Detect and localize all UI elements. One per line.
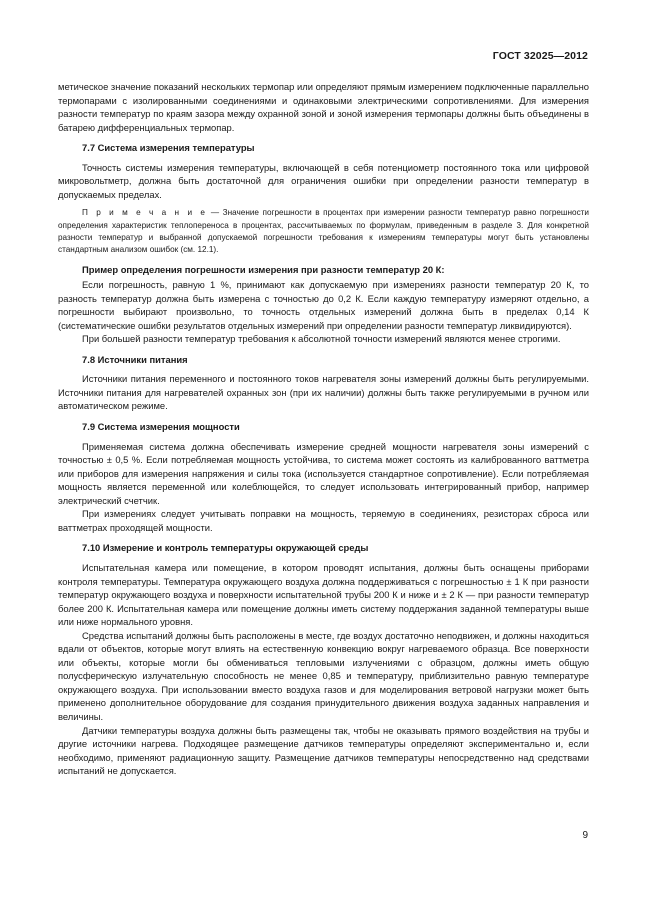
paragraph-larger-difference: При большей разности температур требования к абсолютной точности измерений являются менее строгими.	[82, 333, 561, 345]
paragraph-power-sources: Источники питания переменного и постоянного токов нагревателя зоны измерений должны быть регулируемыми. Источники питания для нагревателей охранных зон (при их наличии) должны быть также регулируемыми в ручном или автоматическом режиме.	[58, 373, 589, 412]
example-heading: Пример определения погрешности измерения при разности температур 20 К:	[82, 263, 445, 275]
section-heading-7-9: 7.9 Система измерения мощности	[82, 421, 240, 433]
paragraph-example: Если погрешность, равную 1 %, принимают как допускаемую при измерениях разности температур 20 К, то разность температур должна быть измерена с точностью до 0,2 К. Если каждую температуру измеряют отдельно, а погрешности выбирают произвольно, то точность отдельных измерений должна быть в пределах 0,14 К (систематические ошибки результатов отдельных измерений при определении разности температур ликвидируются).	[58, 279, 589, 331]
paragraph-power-system: Применяемая система должна обеспечивать измерение средней мощности нагревателя зоны измерений с точностью ± 0,5 %. Если потребляемая мощность устойчива, то система может состоять из калиброванного ваттметра или приборов для измерения напряжения и силы тока (используется стандартное сопротивление). Если потребляемая мощность является переменной или колеблющейся, то следует использовать интегрированный прибор, например электрический счетчик.	[58, 440, 589, 506]
paragraph-accuracy: Точность системы измерения температуры, включающей в себя потенциометр постоянного тока или цифровой микровольтметр, должна быть достаточной для ограничения ошибки при определении разности температур в допускаемых пределах.	[58, 161, 589, 200]
paragraph-test-chamber: Испытательная камера или помещение, в котором проводят испытания, должны быть оснащены приборами контроля температуры. Температура окружающего воздуха должна поддерживаться с погрешностью ± 1 К при разности температур окружающего воздуха и поверхности испытательной трубы 200 К и ниже и ± 2 К — при разности температур более 200 К. Испытательная камера или помещение должны иметь систему поддержания заданной температуры выше или ниже нормального уровня.	[58, 561, 589, 628]
page-body	[58, 80, 589, 778]
section-heading-7-10: 7.10 Измерение и контроль температуры окружающей среды	[82, 542, 369, 554]
note	[58, 207, 589, 256]
paragraph-continuation: метическое значение показаний нескольких термопар или определяют прямым измерением подключенные параллельно термопарами с изолированными соединениями и одинаковыми электрическими сопротивлениями. Для измерения разности температур по краям зазора между охранной зоной и зоной измерения термопары должны быть объединены в батарею дифференциальных термопар.	[58, 81, 589, 133]
paragraph-test-equipment: Средства испытаний должны быть расположены в месте, где воздух достаточно неподвижен, и должны находиться вдали от объектов, которые могут влиять на естественную конвекцию вокруг нагреваемого образца. Все поверхности или объекты, которые могли бы обмениваться тепловыми излучениями с образцом, должны иметь общую полусферическую излучательную способность не менее 0,85 и температуру, приблизительно равную температуре окружающего воздуха. При использовании вместо воздуха газов и для моделирования ветровой нагрузки может быть применено дополнительное оборудование для создания принудительного движения воздуха заданных направления и величины.	[58, 629, 589, 722]
paragraph-air-sensors: Датчики температуры воздуха должны быть размещены так, чтобы не оказывать прямого воздействия на трубы и другие источники нагрева. Подходящее размещение датчиков температуры определяют экспериментально и, если необходимо, применяют радиационную защиту. Размещение датчиков температуры непосредственно над средствами испытаний не допускается.	[58, 724, 589, 777]
section-heading-7-8: 7.8 Источники питания	[82, 353, 188, 365]
note-label: П р и м е ч а н и е	[82, 208, 208, 218]
note-text: — Значение погрешности в процентах при измерении разности температур равно погрешности определения характеристик теплопереноса в процентах, рассчитываемых по формулам, приведенным в разделе 3. Для конкретной разности температур и выбранной допускаемой погрешности требования к измерениям температуры могут быть установлены стандартным анализом ошибок (см. 12.1).	[58, 208, 589, 255]
document-header: ГОСТ 32025—2012	[492, 50, 588, 62]
section-heading-7-7: 7.7 Система измерения температуры	[82, 142, 255, 154]
page-number: 9	[582, 830, 588, 841]
paragraph-corrections: При измерениях следует учитывать поправки на мощность, теряемую в соединениях, резисторах сброса или ваттметрах проходящей мощности.	[58, 508, 589, 533]
